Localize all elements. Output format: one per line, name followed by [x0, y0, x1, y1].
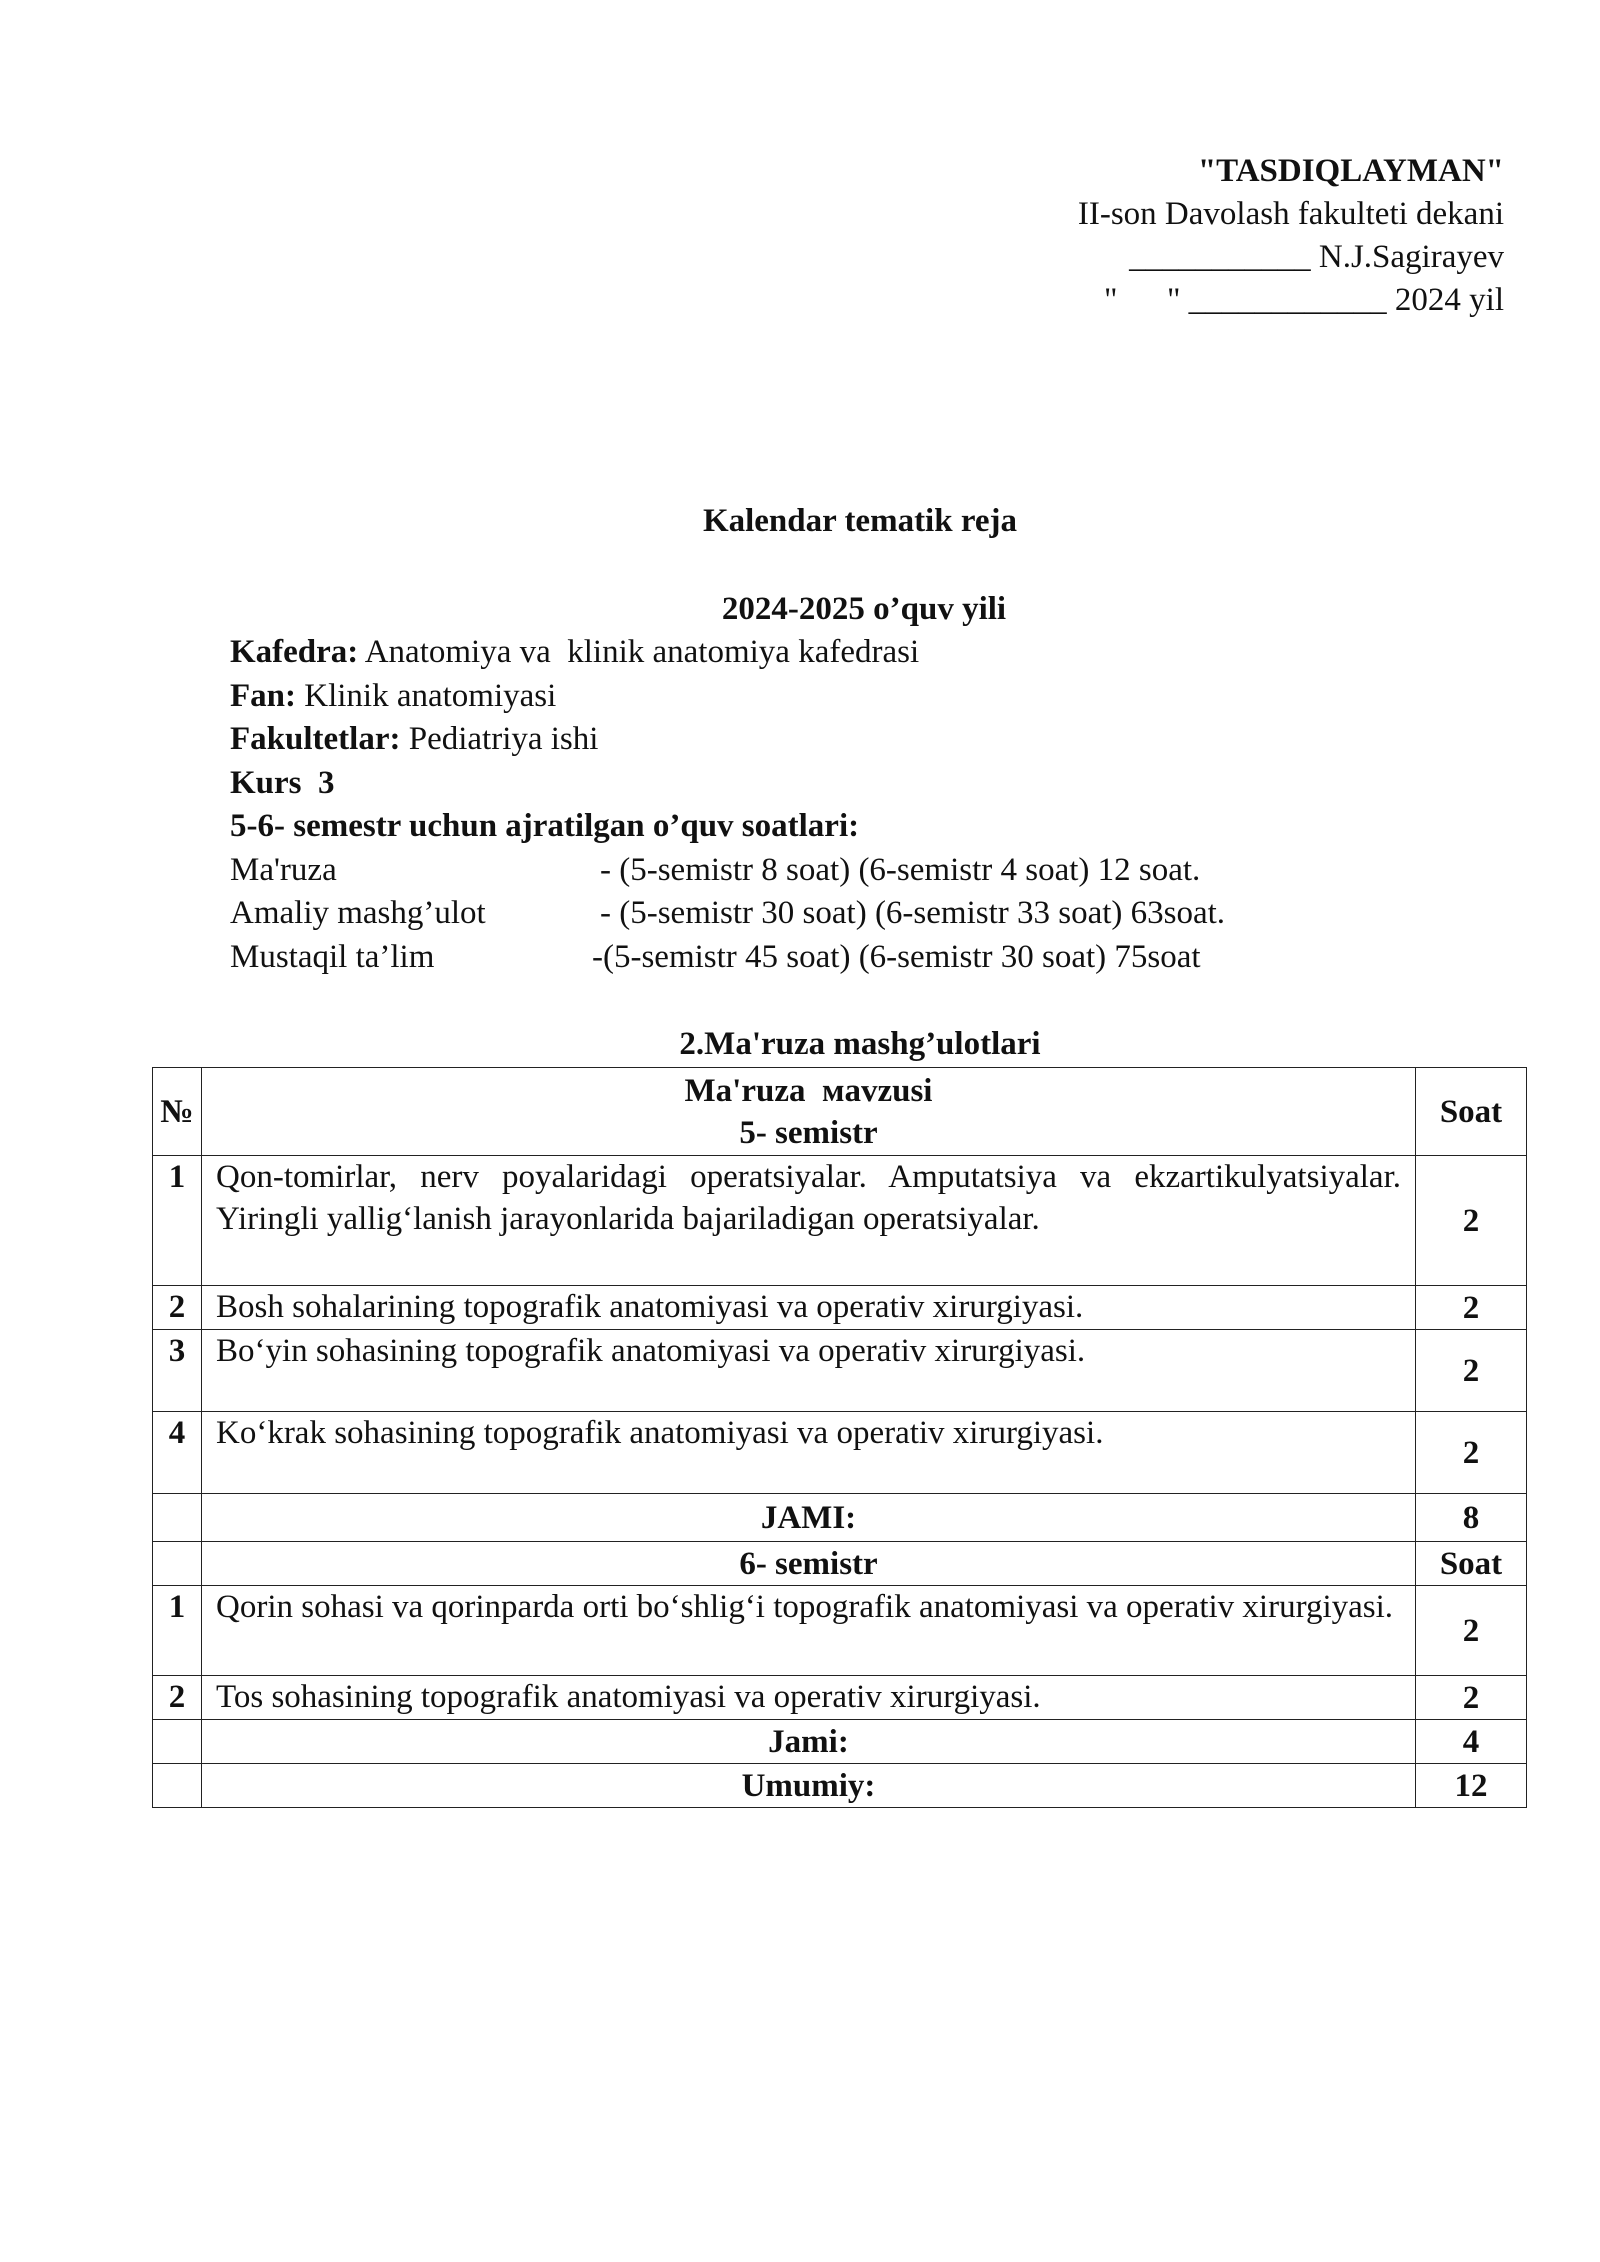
- row-num: 1: [153, 1156, 202, 1286]
- empty-cell: [153, 1542, 202, 1586]
- meta-block: [230, 631, 1226, 979]
- table-row: [153, 1330, 1527, 1412]
- course-row: [230, 762, 919, 806]
- subject-value: Klinik anatomiyasi: [296, 677, 557, 714]
- document-title: Kalendar tematik reja: [702, 503, 1018, 539]
- row-topic: Ko‘krak sohasining topografik anatomiyasi va operativ xirurgiyasi.: [202, 1412, 1416, 1494]
- row-topic: Qon-tomirlar, nerv poyalaridagi operatsiyalar. Amputatsiya va ekzartikulyatsiyalar. Yiringli yallig‘lanish jarayonlarida bajariladigan operatsiyalar.: [202, 1156, 1416, 1286]
- col-topic-label: Ma'ruza мavzusi: [684, 1072, 933, 1109]
- table-row: [153, 1676, 1527, 1720]
- hours-heading-row: [230, 805, 919, 849]
- semester6-total-label: Jami:: [202, 1720, 1416, 1764]
- row-num: 2: [153, 1676, 202, 1720]
- hours-label: Ma'ruza: [230, 851, 337, 888]
- semester5-label: 5- semistr: [739, 1114, 878, 1151]
- row-num: 2: [153, 1286, 202, 1330]
- approval-title: "TASDIQLAYMAN": [1197, 153, 1504, 189]
- department-row: [230, 631, 919, 675]
- lectures-table: [152, 1067, 1527, 1808]
- subject-row: [230, 675, 919, 719]
- hours-heading: 5-6- semestr uchun ajratilgan o’quv soatlari:: [230, 808, 860, 844]
- semester6-header-row: [153, 1542, 1527, 1586]
- table-row: [153, 1286, 1527, 1330]
- course-label: Kurs 3: [230, 764, 335, 801]
- section-title: 2.Ma'ruza mashg’ulotlari: [679, 1026, 1041, 1062]
- approval-date: " " ____________ 2024 yil: [1103, 282, 1504, 318]
- hours-value: - (5-semistr 30 soat) (6-semistr 33 soat) 63soat.: [600, 895, 1226, 931]
- row-num: 1: [153, 1586, 202, 1676]
- row-topic: Tos sohasining topografik anatomiyasi va operativ xirurgiyasi.: [202, 1676, 1416, 1720]
- row-topic: Qorin sohasi va qorinparda orti bo‘shlig‘i topografik anatomiyasi va operativ xirurgiyasi.: [202, 1586, 1416, 1676]
- row-num: 3: [153, 1330, 202, 1412]
- faculty-label: Fakultetlar:: [230, 721, 401, 757]
- row-topic: Bo‘yin sohasining topografik anatomiyasi va operativ xirurgiyasi.: [202, 1330, 1416, 1412]
- row-hours: 2: [1416, 1676, 1527, 1720]
- semester6-label: 6- semistr: [202, 1542, 1416, 1586]
- col-topic-header: [202, 1068, 1416, 1156]
- empty-cell: [153, 1764, 202, 1808]
- semester6-total-row: [153, 1720, 1527, 1764]
- grand-total-label: Umumiy:: [202, 1764, 1416, 1808]
- semester6-total: 4: [1416, 1720, 1527, 1764]
- row-topic: Bosh sohalarining topografik anatomiyasi va operativ xirurgiyasi.: [202, 1286, 1416, 1330]
- department-label: Kafedra:: [230, 634, 359, 670]
- table-row: [153, 1412, 1527, 1494]
- faculty-value: Pediatriya ishi: [400, 721, 599, 757]
- row-hours: 2: [1416, 1586, 1527, 1676]
- hours-value: -(5-semistr 45 soat) (6-semistr 30 soat) 75soat: [592, 938, 1201, 975]
- row-hours: 2: [1416, 1412, 1527, 1494]
- col-num-header: №: [153, 1068, 202, 1156]
- semester5-total: 8: [1416, 1494, 1527, 1542]
- approval-signature: ___________ N.J.Sagirayev: [1129, 239, 1504, 275]
- grand-total: 12: [1416, 1764, 1527, 1808]
- hours-row-independent: [230, 936, 1201, 980]
- approval-position: II-son Davolash fakulteti dekani: [1077, 196, 1504, 232]
- semester6-hours-label: Soat: [1416, 1542, 1527, 1586]
- hours-row-practical: [230, 892, 1226, 936]
- hours-value: - (5-semistr 8 soat) (6-semistr 4 soat) 12 soat.: [600, 851, 1201, 888]
- row-hours: 2: [1416, 1156, 1527, 1286]
- semester5-total-label: JAMI:: [202, 1494, 1416, 1542]
- empty-cell: [153, 1494, 202, 1542]
- row-num: 4: [153, 1412, 202, 1494]
- row-hours: 2: [1416, 1330, 1527, 1412]
- hours-row-lecture: [230, 849, 1201, 893]
- table-row: [153, 1156, 1527, 1286]
- faculty-row: [230, 718, 919, 762]
- grand-total-row: [153, 1764, 1527, 1808]
- hours-label: Mustaqil ta’lim: [230, 938, 435, 975]
- table-header-row: [153, 1068, 1527, 1156]
- semester5-total-row: [153, 1494, 1527, 1542]
- hours-label: Amaliy mashg’ulot: [230, 895, 486, 931]
- table-row: [153, 1586, 1527, 1676]
- col-hours-header: Soat: [1416, 1068, 1527, 1156]
- empty-cell: [153, 1720, 202, 1764]
- approval-block: [1078, 150, 1504, 322]
- subject-label: Fan:: [230, 677, 296, 714]
- department-value: Anatomiya va klinik anatomiya kafedrasi: [358, 634, 920, 670]
- academic-year: 2024-2025 o’quv yili: [721, 591, 1007, 627]
- row-hours: 2: [1416, 1286, 1527, 1330]
